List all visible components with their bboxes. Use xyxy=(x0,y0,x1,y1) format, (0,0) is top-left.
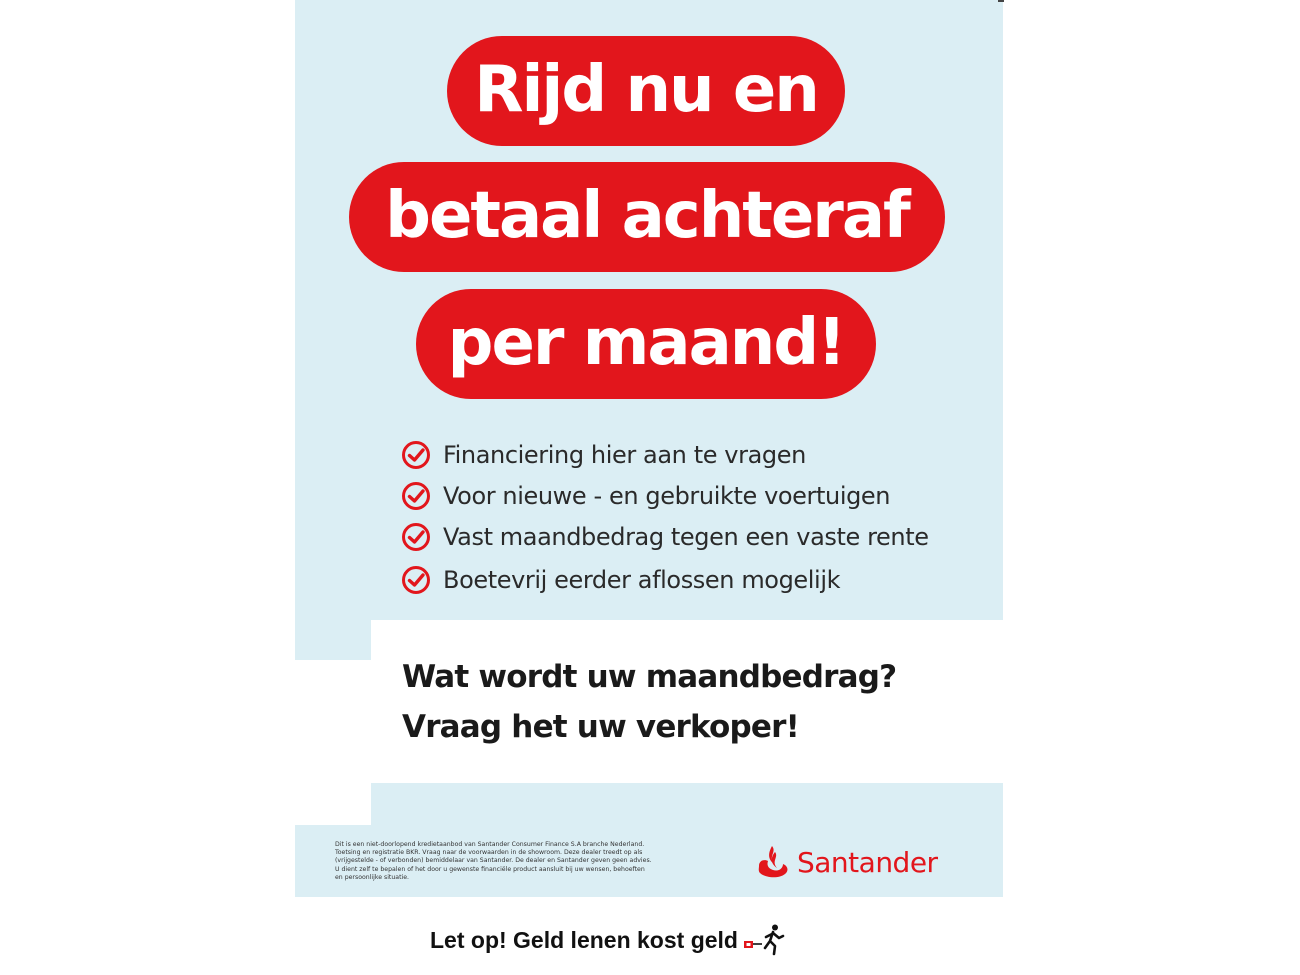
headline-line-3: per maand! xyxy=(416,289,876,399)
warning-text: Let op! Geld lenen kost geld xyxy=(430,926,738,953)
list-item xyxy=(401,559,1001,600)
list-item xyxy=(401,434,1001,475)
santander-logo xyxy=(755,840,938,884)
running-man-icon xyxy=(742,923,788,957)
brand-name: Santander xyxy=(797,845,938,879)
poster-background-bottom xyxy=(371,783,1003,825)
legal-disclaimer xyxy=(335,841,725,882)
disclaimer-line: U dient zelf te bepalen of het door u gewenste financiële product aansluit bij uw wensen, behoeften xyxy=(335,865,645,873)
benefit-text: Vast maandbedrag tegen een vaste rente xyxy=(443,522,929,551)
monthly-amount-question xyxy=(402,652,982,752)
check-circle-icon xyxy=(401,522,431,552)
benefit-text: Financiering hier aan te vragen xyxy=(443,440,806,469)
advertisement-poster xyxy=(295,0,1003,897)
credit-warning xyxy=(430,920,788,960)
benefit-text: Voor nieuwe - en gebruikte voertuigen xyxy=(443,481,891,510)
list-item xyxy=(401,475,1001,516)
check-circle-icon xyxy=(401,481,431,511)
headline-line-1: Rijd nu en xyxy=(447,36,845,146)
disclaimer-line: Dit is een niet-doorlopend kredietaanbod van Santander Consumer Finance S.A branche Nederland. xyxy=(335,841,645,848)
check-circle-icon xyxy=(401,440,431,470)
disclaimer-line: en persoonlijke situatie. xyxy=(335,873,409,881)
benefit-text: Boetevrij eerder aflossen mogelijk xyxy=(443,565,841,594)
disclaimer-line: Toetsing en registratie BKR. Vraag naar de voorwaarden in de showroom. Deze dealer treedt op als xyxy=(335,849,643,857)
check-circle-icon xyxy=(401,565,431,595)
benefits-list xyxy=(401,434,1001,600)
corner-mark xyxy=(998,0,1004,2)
list-item xyxy=(401,516,1001,557)
headline-line-2: betaal achteraf xyxy=(349,162,945,272)
question-line-1: Wat wordt uw maandbedrag? xyxy=(402,659,897,695)
question-line-2: Vraag het uw verkoper! xyxy=(402,709,799,745)
santander-flame-icon xyxy=(755,844,791,880)
disclaimer-line: (vrijgestelde - of verbonden) bemiddelaar van Santander. De dealer en Santander geven geen advies. xyxy=(335,857,652,865)
poster-background-strip xyxy=(295,620,371,660)
